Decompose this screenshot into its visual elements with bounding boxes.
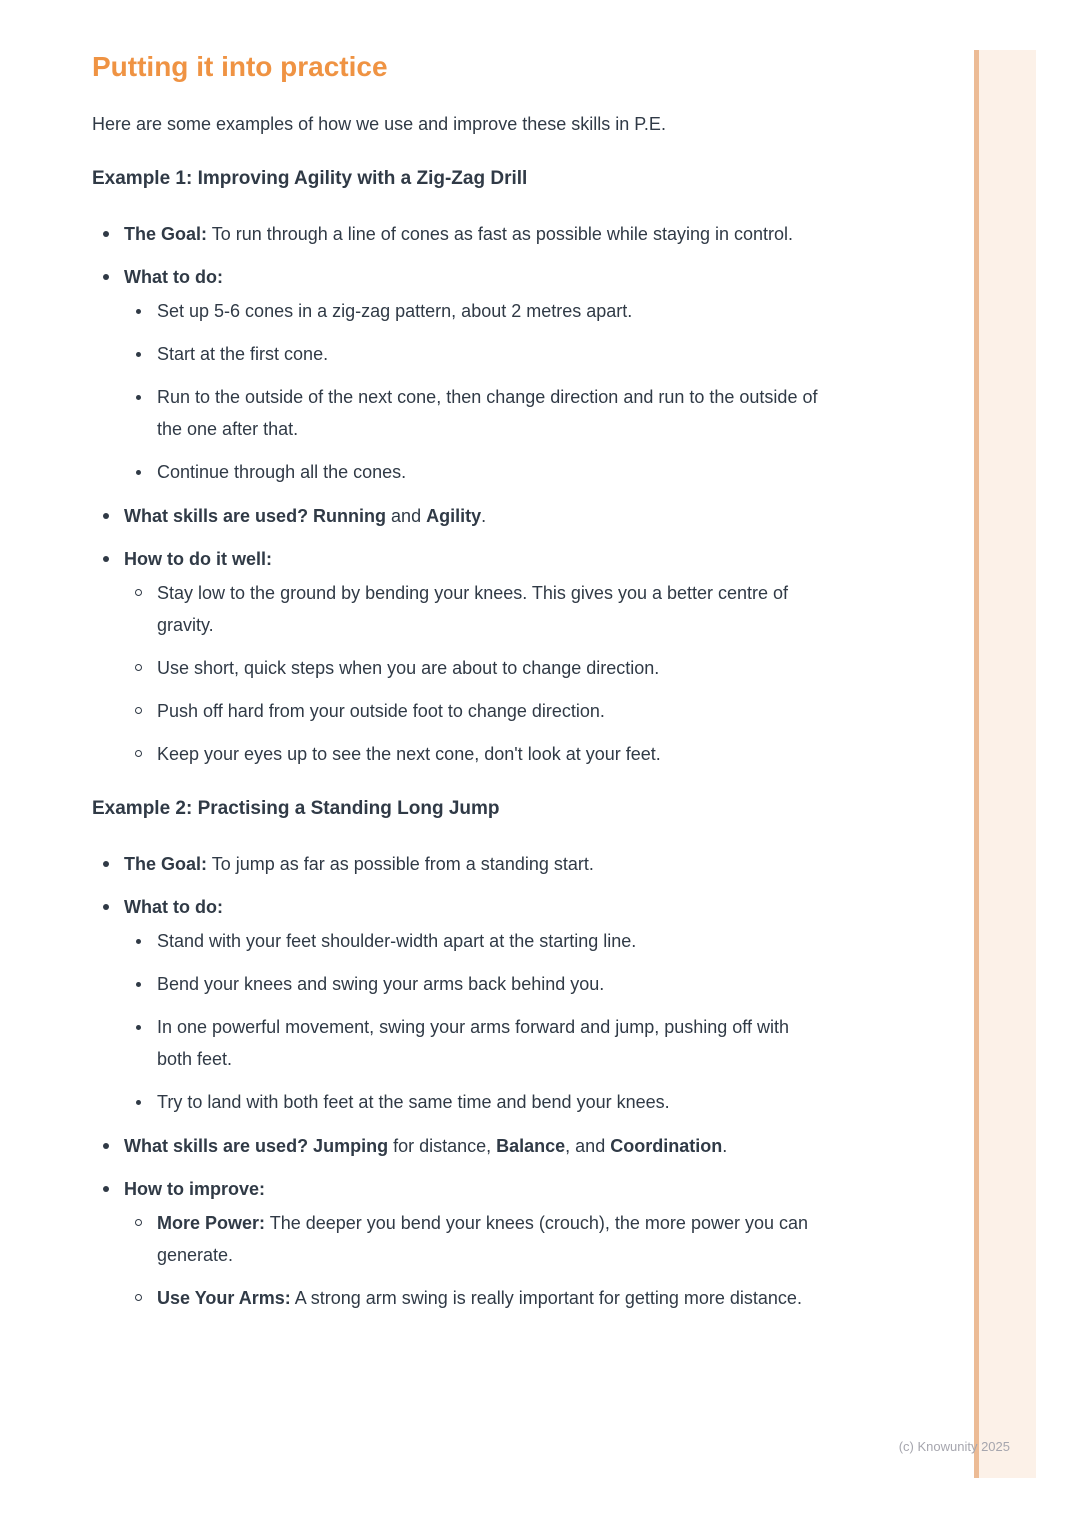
skills-text: .	[722, 1136, 728, 1156]
step-item: Continue through all the cones.	[124, 456, 828, 488]
tip-item	[124, 1207, 828, 1271]
skills-item	[92, 1130, 828, 1162]
tip-text: The deeper you bend your knees (crouch), the more power you can generate.	[157, 1213, 809, 1265]
copyright-footer: (c) Knowunity 2025	[898, 1439, 1010, 1454]
skills-text: for distance,	[388, 1136, 497, 1156]
step-item: In one powerful movement, swing your arms forward and jump, pushing off with both feet.	[124, 1011, 828, 1075]
example-1-section	[92, 164, 828, 770]
how-to-item	[92, 1173, 828, 1314]
skills-text: , and	[565, 1136, 611, 1156]
skills-bold: Coordination	[610, 1136, 723, 1156]
tip-bold: Use Your Arms:	[157, 1288, 291, 1308]
how-to-item	[92, 543, 828, 770]
what-to-do-item	[92, 891, 828, 1118]
step-item: Bend your knees and swing your arms back behind you.	[124, 968, 828, 1000]
intro-text: Here are some examples of how we use and improve these skills in P.E.	[92, 114, 666, 134]
goal-item	[92, 218, 828, 250]
skills-text: and	[386, 506, 427, 526]
tip-item: Keep your eyes up to see the next cone, don't look at your feet.	[124, 738, 828, 770]
step-item: Stand with your feet shoulder-width apart at the starting line.	[124, 925, 828, 957]
step-item: Try to land with both feet at the same time and bend your knees.	[124, 1086, 828, 1118]
skills-text: .	[481, 506, 487, 526]
tip-item: Push off hard from your outside foot to change direction.	[124, 695, 828, 727]
example-1-list	[92, 218, 828, 770]
tip-text: A strong arm swing is really important for getting more distance.	[290, 1288, 802, 1308]
how-to-label: How to do it well:	[124, 549, 272, 569]
example-2-heading: Example 2: Practising a Standing Long Jump	[92, 798, 500, 819]
tip-item	[124, 1282, 828, 1314]
tip-item: Stay low to the ground by bending your knees. This gives you a better centre of gravity.	[124, 577, 828, 641]
right-margin-stripe-line	[974, 50, 979, 1478]
step-item: Set up 5-6 cones in a zig-zag pattern, about 2 metres apart.	[124, 295, 828, 327]
tip-bold: More Power:	[157, 1213, 266, 1233]
goal-text: To run through a line of cones as fast as possible while staying in control.	[207, 224, 794, 244]
example-2-list	[92, 848, 828, 1314]
example-2-section	[92, 794, 828, 1314]
example-1-heading: Example 1: Improving Agility with a Zig-Zag Drill	[92, 168, 528, 189]
how-to-tips	[124, 577, 828, 770]
skills-bold: What skills are used? Jumping	[124, 1136, 389, 1156]
skills-bold: Balance	[496, 1136, 566, 1156]
what-to-do-label: What to do:	[124, 897, 223, 917]
goal-label: The Goal:	[124, 854, 208, 874]
right-margin-stripe	[979, 50, 1036, 1478]
what-to-do-label: What to do:	[124, 267, 223, 287]
how-to-label: How to improve:	[124, 1179, 266, 1199]
skills-bold: What skills are used? Running	[124, 506, 387, 526]
step-item: Start at the first cone.	[124, 338, 828, 370]
step-item: Run to the outside of the next cone, then change direction and run to the outside of the one after that.	[124, 381, 828, 445]
document-content	[92, 50, 828, 1326]
what-to-do-steps	[124, 295, 828, 488]
goal-item	[92, 848, 828, 880]
what-to-do-steps	[124, 925, 828, 1118]
page-title: Putting it into practice	[92, 51, 388, 82]
tip-item: Use short, quick steps when you are about to change direction.	[124, 652, 828, 684]
goal-text: To jump as far as possible from a standing start.	[207, 854, 594, 874]
skills-bold: Agility	[426, 506, 482, 526]
how-to-tips	[124, 1207, 828, 1314]
goal-label: The Goal:	[124, 224, 208, 244]
what-to-do-item	[92, 261, 828, 488]
skills-item	[92, 500, 828, 532]
